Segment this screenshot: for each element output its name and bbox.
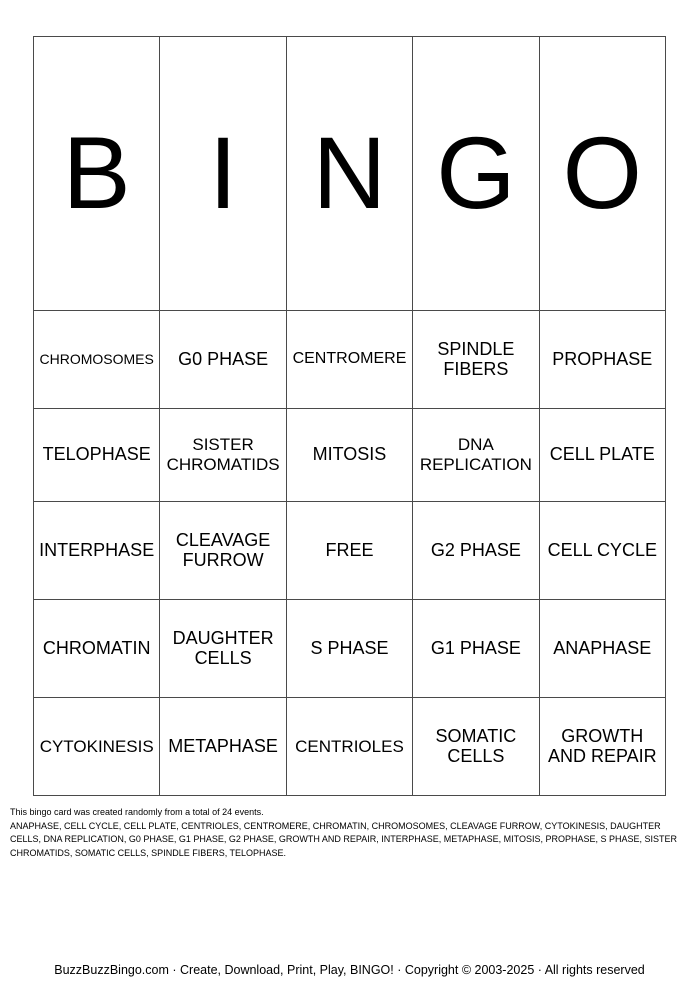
bingo-cell: G0 PHASE — [160, 310, 286, 408]
bingo-cell: MITOSIS — [286, 408, 412, 501]
bingo-cell: CLEAVAGE FURROW — [160, 501, 286, 599]
bingo-cell: DAUGHTER CELLS — [160, 599, 286, 697]
bingo-cell: DNA REPLICATION — [413, 408, 539, 501]
bingo-cell: METAPHASE — [160, 697, 286, 795]
header-letter-n: N — [286, 37, 412, 311]
notes-event-list: ANAPHASE, CELL CYCLE, CELL PLATE, CENTRIOLES, CENTROMERE, CHROMATIN, CHROMOSOMES, CLEAVAGE FURROW, CYTOKINESIS, DAUGHTER CELLS, DNA REPLICATION, G0 PHASE, G1 PHASE, G2 PHASE, GROWTH AND REPAIR, INTERPHASE, METAPHASE, MITOSIS, PROPHASE, S PHASE, SISTER CHROMATIDS, SOMATIC CELLS, SPINDLE FIBERS, TELOPHASE. — [10, 820, 677, 858]
bingo-row-1 — [34, 310, 666, 408]
bingo-row-4 — [34, 599, 666, 697]
bingo-row-2 — [34, 408, 666, 501]
notes-intro: This bingo card was created randomly from a total of 24 events. — [10, 807, 264, 817]
bingo-cell: PROPHASE — [539, 310, 665, 408]
bingo-cell: CHROMOSOMES — [34, 310, 160, 408]
bingo-cell: SOMATIC CELLS — [413, 697, 539, 795]
bingo-cell: CHROMATIN — [34, 599, 160, 697]
bingo-cell: CELL PLATE — [539, 408, 665, 501]
bingo-cell: SISTER CHROMATIDS — [160, 408, 286, 501]
header-letter-o: O — [539, 37, 665, 311]
bingo-cell: CENTRIOLES — [286, 697, 412, 795]
bingo-cell: GROWTH AND REPAIR — [539, 697, 665, 795]
header-letter-i: I — [160, 37, 286, 311]
bingo-cell: SPINDLE FIBERS — [413, 310, 539, 408]
footer-tagline: · Create, Download, Print, Play, BINGO! · Copyright © 2003-2025 · All rights reserved — [168, 963, 645, 977]
free-space: FREE — [286, 501, 412, 599]
header-letter-g: G — [413, 37, 539, 311]
bingo-cell: CENTROMERE — [286, 310, 412, 408]
bingo-card — [33, 36, 666, 796]
bingo-row-3 — [34, 501, 666, 599]
bingo-row-5 — [34, 697, 666, 795]
bingo-cell: ANAPHASE — [539, 599, 665, 697]
bingo-cell: TELOPHASE — [34, 408, 160, 501]
bingo-cell: CYTOKINESIS — [34, 697, 160, 795]
bingo-cell: S PHASE — [286, 599, 412, 697]
bingo-header-row — [34, 37, 666, 311]
bingo-cell: CELL CYCLE — [539, 501, 665, 599]
bingo-cell: G2 PHASE — [413, 501, 539, 599]
bingo-cell: G1 PHASE — [413, 599, 539, 697]
card-notes — [10, 806, 694, 860]
site-link[interactable]: BuzzBuzzBingo.com — [54, 963, 169, 977]
header-letter-b: B — [34, 37, 160, 311]
page-footer — [0, 963, 699, 977]
bingo-cell: INTERPHASE — [34, 501, 160, 599]
